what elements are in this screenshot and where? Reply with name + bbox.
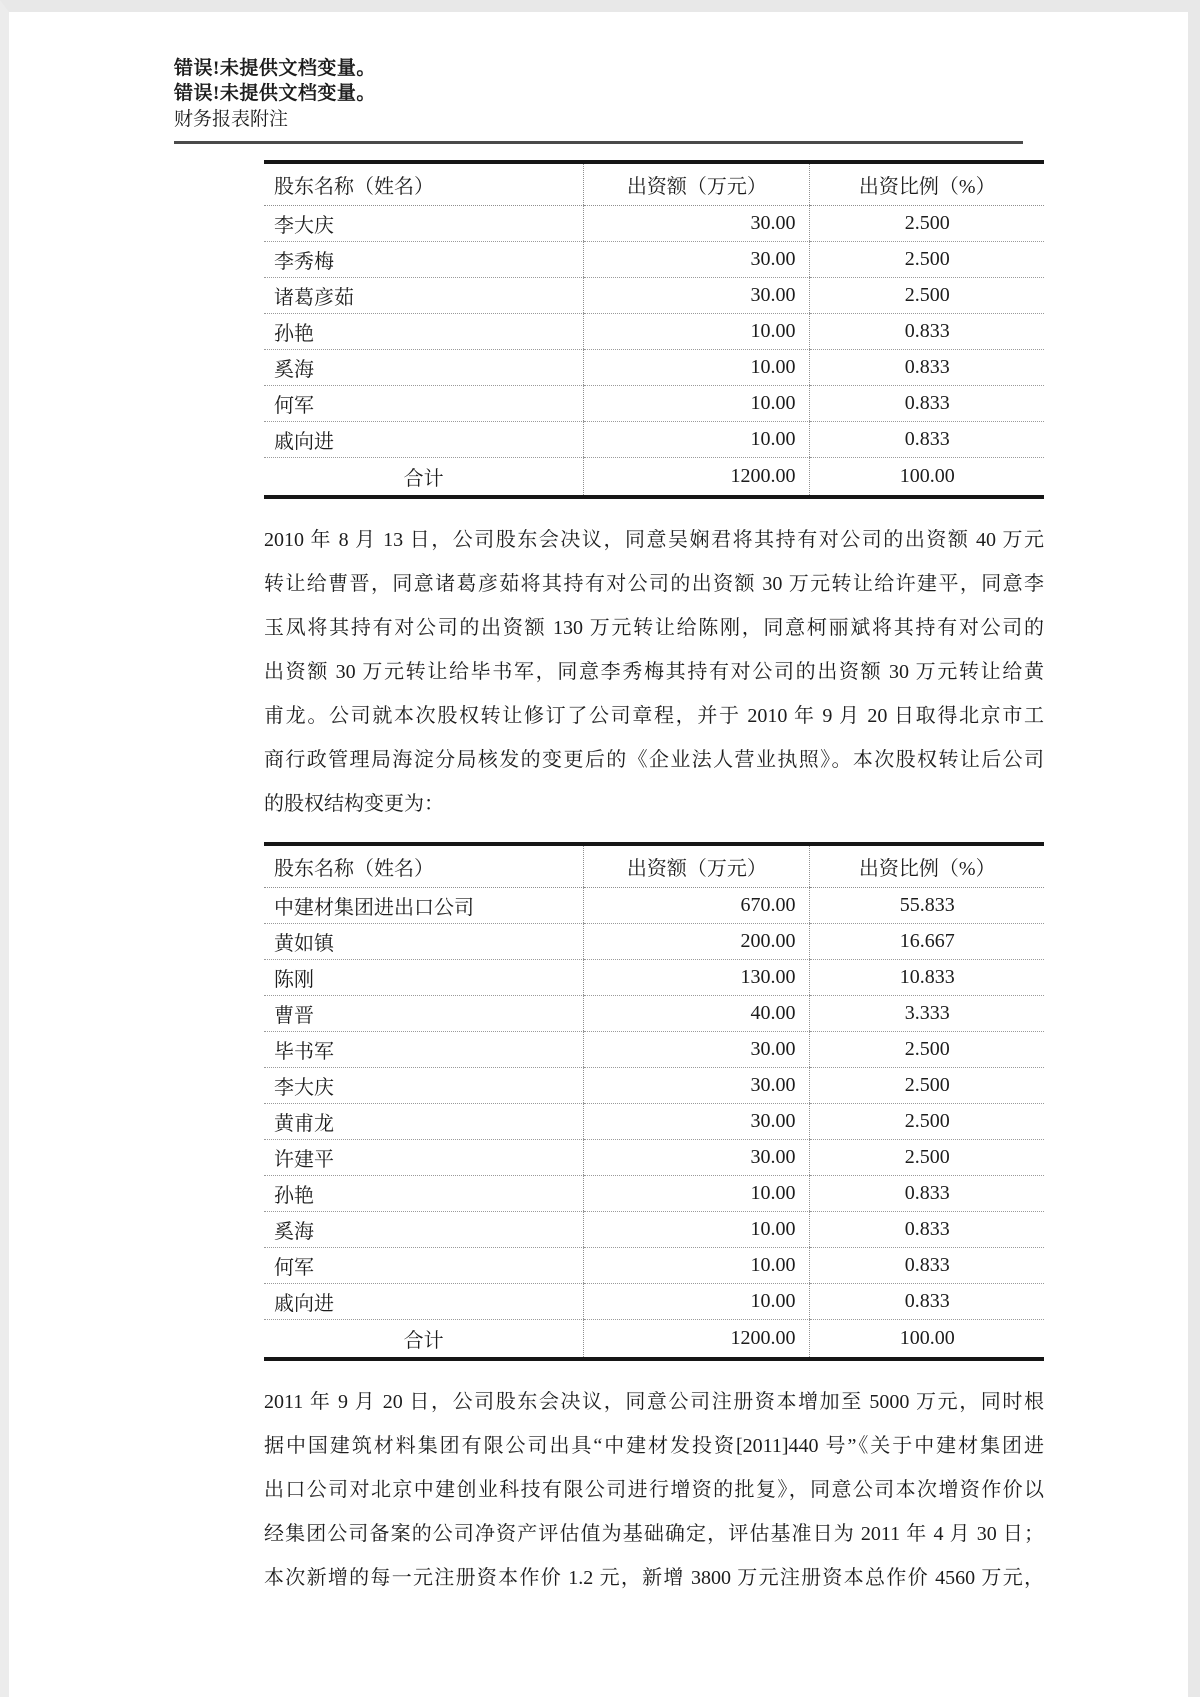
ratio-cell: 10.833 (810, 960, 1044, 996)
document-header (174, 56, 1023, 144)
shareholder-name-cell: 奚海 (264, 1212, 584, 1248)
amount-cell: 10.00 (584, 386, 810, 422)
main-content (264, 160, 1044, 1600)
shareholder-name-cell: 中建材集团进出口公司 (264, 888, 584, 924)
table-row (264, 924, 1044, 960)
table-header-row (264, 844, 1044, 888)
table-row (264, 1104, 1044, 1140)
document-page (9, 12, 1188, 1600)
amount-cell: 30.00 (584, 1104, 810, 1140)
total-label-cell: 合计 (403, 1330, 444, 1352)
section-title: 财务报表附注 (174, 109, 289, 130)
paragraph-equity-transfer-2010 (264, 518, 1044, 826)
ratio-cell: 2.500 (810, 1032, 1044, 1068)
ratio-cell: 0.833 (810, 386, 1044, 422)
ratio-cell: 55.833 (810, 888, 1044, 924)
ratio-cell: 3.333 (810, 996, 1044, 1032)
ratio-cell: 2.500 (810, 1104, 1044, 1140)
ratio-cell: 2.500 (810, 1068, 1044, 1104)
shareholder-name-cell: 黄如镇 (264, 924, 584, 960)
shareholder-name-cell: 孙艳 (264, 1176, 584, 1212)
table-row (264, 1068, 1044, 1104)
amount-cell: 30.00 (584, 1140, 810, 1176)
ratio-cell: 0.833 (810, 1212, 1044, 1248)
ratio-cell: 16.667 (810, 924, 1044, 960)
ratio-cell: 0.833 (810, 1248, 1044, 1284)
total-ratio-cell: 100.00 (810, 1320, 1044, 1360)
table-row (264, 242, 1044, 278)
amount-cell: 10.00 (584, 1176, 810, 1212)
shareholder-name-cell: 何军 (264, 386, 584, 422)
amount-cell: 200.00 (584, 924, 810, 960)
amount-cell: 130.00 (584, 960, 810, 996)
paragraph-line: 甫龙。公司就本次股权转让修订了公司章程，并于 2010 年 9 月 20 日取得北京市工 (264, 705, 1044, 727)
amount-cell: 30.00 (584, 206, 810, 242)
amount-cell: 10.00 (584, 1284, 810, 1320)
paragraph-capital-increase-2011 (264, 1380, 1044, 1600)
amount-cell: 10.00 (584, 350, 810, 386)
column-header-contribution-amount: 出资额（万元） (584, 844, 810, 888)
shareholder-name-cell: 戚向进 (264, 422, 584, 458)
paragraph-line: 本次新增的每一元注册资本作价 1.2 元，新增 3800 万元注册资本总作价 4560 万元， (264, 1567, 1044, 1589)
table-row (264, 278, 1044, 314)
table-row (264, 1032, 1044, 1068)
header-error-line-2: 错误!未提供文档变量。 (174, 83, 376, 104)
paragraph-line: 出口公司对北京中建创业科技有限公司进行增资的批复》，同意公司本次增资作价以 (264, 1479, 1044, 1501)
shareholder-table-1 (264, 160, 1044, 499)
total-amount-cell: 1200.00 (584, 458, 810, 498)
column-header-shareholder-name: 股东名称（姓名） (264, 162, 584, 206)
paragraph-line: 玉凤将其持有对公司的出资额 130 万元转让给陈刚，同意柯丽斌将其持有对公司的 (264, 617, 1044, 639)
header-error-line-1: 错误!未提供文档变量。 (174, 58, 376, 79)
total-label-cell: 合计 (403, 468, 444, 490)
shareholder-table-2 (264, 842, 1044, 1361)
shareholder-name-cell: 毕书军 (264, 1032, 584, 1068)
table-row (264, 314, 1044, 350)
shareholder-name-cell: 李大庆 (264, 206, 584, 242)
total-row (264, 1320, 1044, 1360)
amount-cell: 30.00 (584, 242, 810, 278)
shareholder-name-cell: 何军 (264, 1248, 584, 1284)
table-row (264, 996, 1044, 1032)
shareholder-name-cell: 戚向进 (264, 1284, 584, 1320)
amount-cell: 10.00 (584, 1248, 810, 1284)
shareholder-name-cell: 孙艳 (264, 314, 584, 350)
amount-cell: 30.00 (584, 1032, 810, 1068)
ratio-cell: 0.833 (810, 350, 1044, 386)
table-row (264, 1140, 1044, 1176)
paragraph-line: 经集团公司备案的公司净资产评估值为基础确定，评估基准日为 2011 年 4 月 30 日； (264, 1523, 1044, 1545)
shareholder-name-cell: 李秀梅 (264, 242, 584, 278)
amount-cell: 10.00 (584, 1212, 810, 1248)
paragraph-line: 2010 年 8 月 13 日，公司股东会决议，同意吴娴君将其持有对公司的出资额 40 万元 (264, 529, 1044, 551)
table-row (264, 386, 1044, 422)
shareholder-name-cell: 曹晋 (264, 996, 584, 1032)
ratio-cell: 2.500 (810, 1140, 1044, 1176)
ratio-cell: 0.833 (810, 1284, 1044, 1320)
ratio-cell: 2.500 (810, 206, 1044, 242)
column-header-contribution-ratio: 出资比例（%） (810, 844, 1044, 888)
amount-cell: 40.00 (584, 996, 810, 1032)
shareholder-name-cell: 许建平 (264, 1140, 584, 1176)
amount-cell: 10.00 (584, 422, 810, 458)
column-header-contribution-ratio: 出资比例（%） (810, 162, 1044, 206)
paragraph-line: 据中国建筑材料集团有限公司出具“中建材发投资[2011]440 号”《关于中建材集团进 (264, 1435, 1044, 1457)
column-header-contribution-amount: 出资额（万元） (584, 162, 810, 206)
amount-cell: 30.00 (584, 1068, 810, 1104)
ratio-cell: 2.500 (810, 242, 1044, 278)
shareholder-name-cell: 诸葛彦茹 (264, 278, 584, 314)
table-row (264, 422, 1044, 458)
ratio-cell: 0.833 (810, 1176, 1044, 1212)
table-row (264, 1176, 1044, 1212)
ratio-cell: 0.833 (810, 422, 1044, 458)
table-row (264, 1212, 1044, 1248)
shareholder-name-cell: 黄甫龙 (264, 1104, 584, 1140)
table-row (264, 1248, 1044, 1284)
table-row (264, 350, 1044, 386)
header-rule (174, 141, 1023, 144)
amount-cell: 670.00 (584, 888, 810, 924)
table-row (264, 1284, 1044, 1320)
paragraph-line: 2011 年 9 月 20 日，公司股东会决议，同意公司注册资本增加至 5000 万元，同时根 (264, 1391, 1044, 1413)
shareholder-name-cell: 陈刚 (264, 960, 584, 996)
paragraph-line: 转让给曹晋，同意诸葛彦茹将其持有对公司的出资额 30 万元转让给许建平，同意李 (264, 573, 1044, 595)
paragraph-line: 出资额 30 万元转让给毕书军，同意李秀梅其持有对公司的出资额 30 万元转让给黄 (264, 661, 1044, 683)
column-header-shareholder-name: 股东名称（姓名） (264, 844, 584, 888)
total-row (264, 458, 1044, 498)
table-row (264, 960, 1044, 996)
table-row (264, 206, 1044, 242)
table-row (264, 888, 1044, 924)
amount-cell: 10.00 (584, 314, 810, 350)
total-ratio-cell: 100.00 (810, 458, 1044, 498)
shareholder-name-cell: 李大庆 (264, 1068, 584, 1104)
amount-cell: 30.00 (584, 278, 810, 314)
shareholder-name-cell: 奚海 (264, 350, 584, 386)
paragraph-line: 商行政管理局海淀分局核发的变更后的《企业法人营业执照》。本次股权转让后公司 (264, 749, 1044, 771)
ratio-cell: 2.500 (810, 278, 1044, 314)
paragraph-line: 的股权结构变更为： (264, 793, 444, 815)
table-header-row (264, 162, 1044, 206)
ratio-cell: 0.833 (810, 314, 1044, 350)
total-amount-cell: 1200.00 (584, 1320, 810, 1360)
